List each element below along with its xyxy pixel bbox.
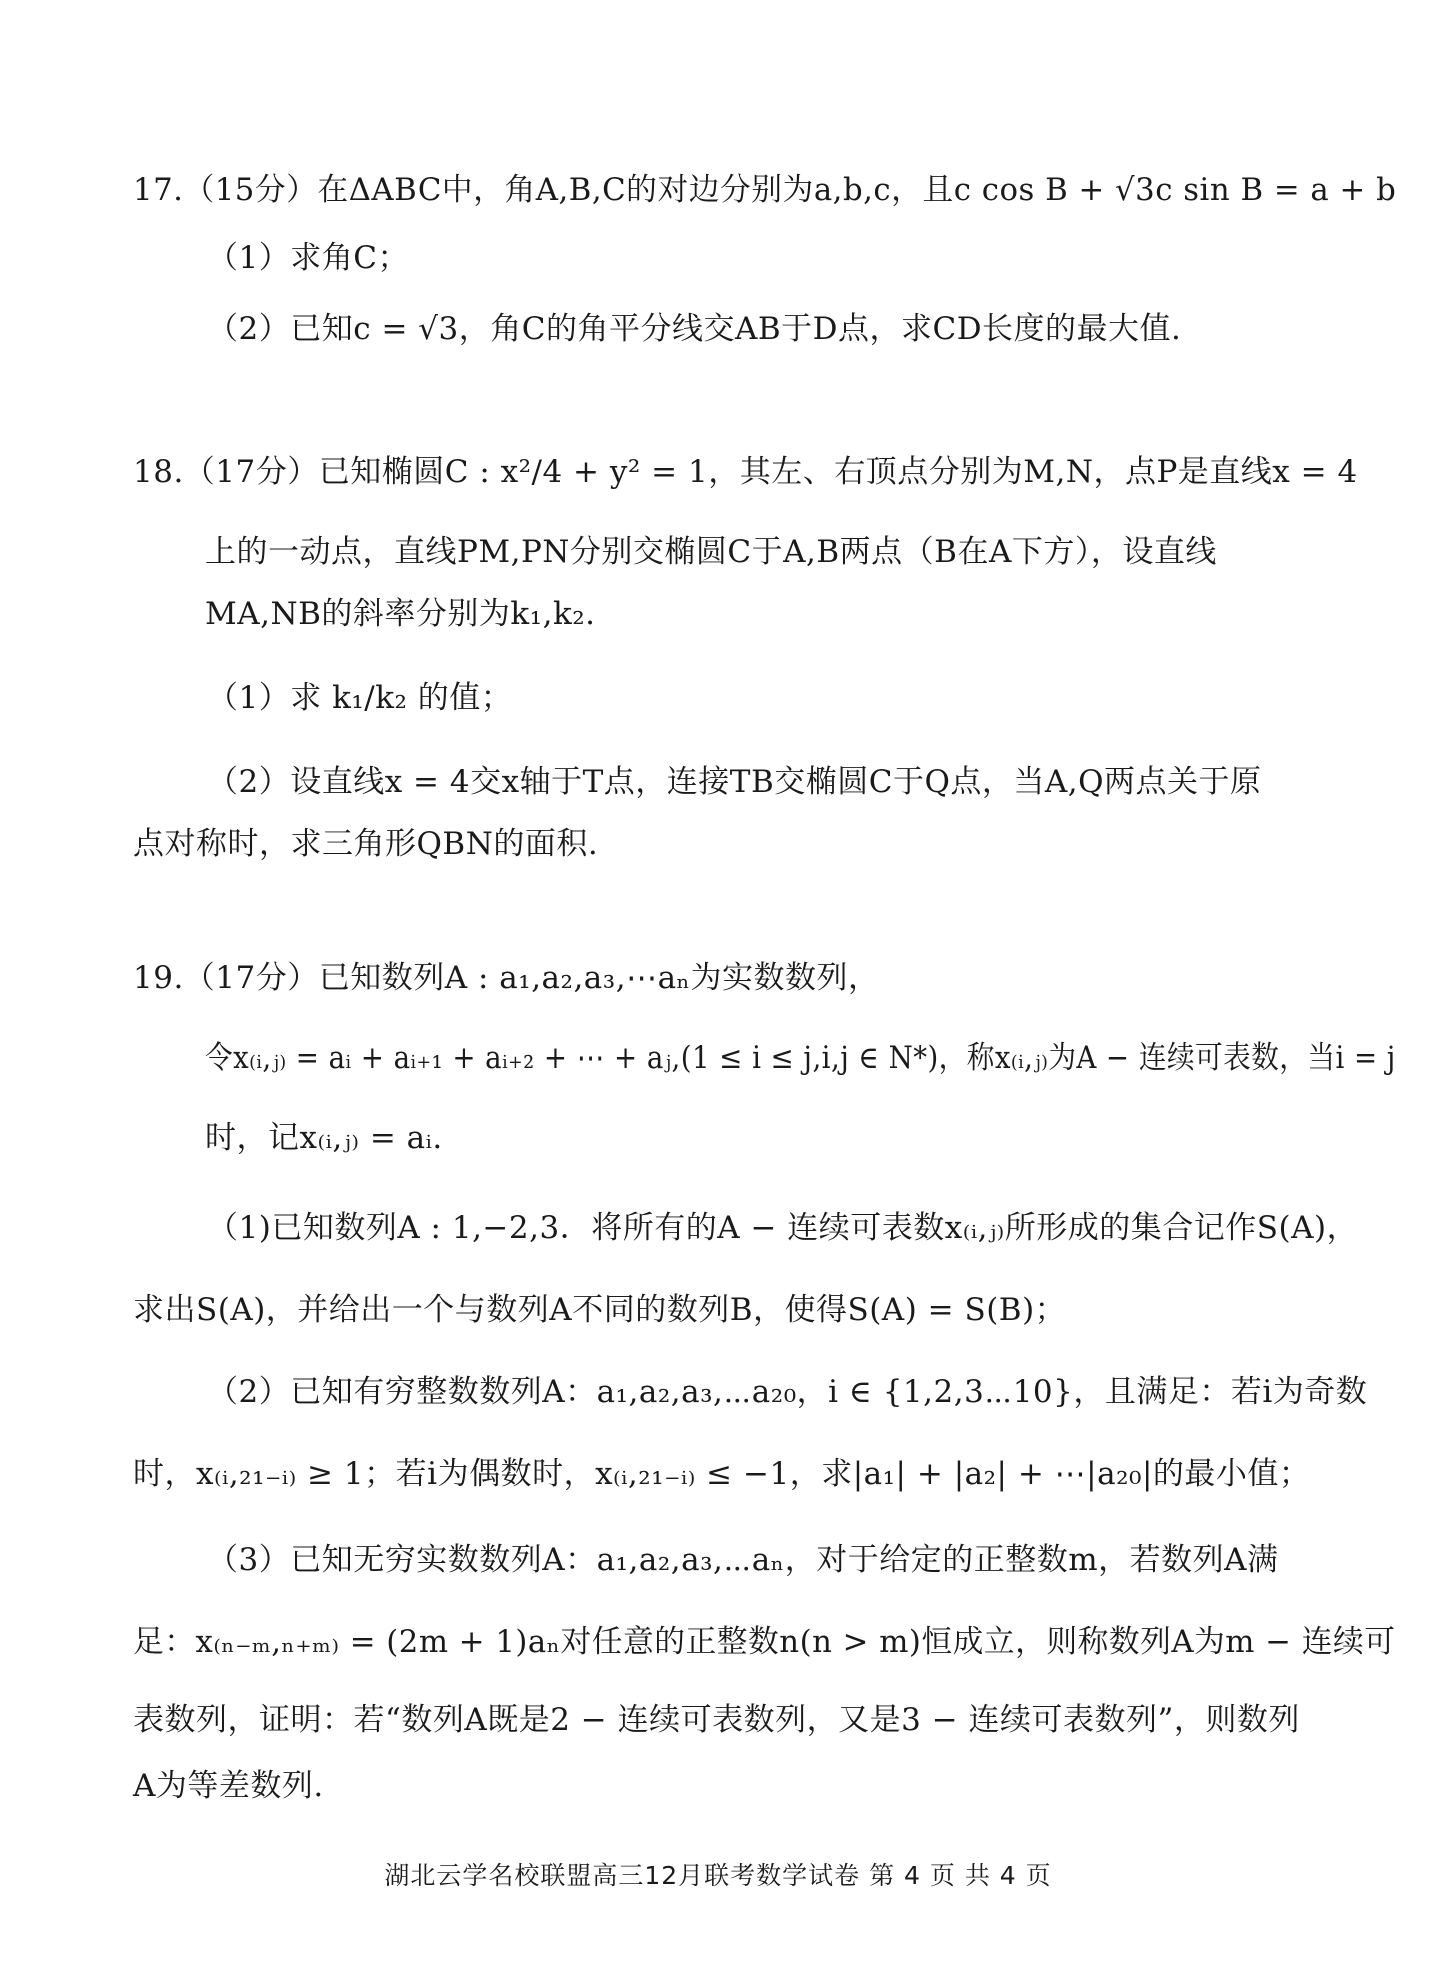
problem-17-part-2: （2）已知c = √3，角C的角平分线交AB于D点，求CD长度的最大值. xyxy=(207,311,1182,347)
problem-18-part-1: （1）求 k₁/k₂ 的值； xyxy=(207,680,513,716)
problem-19-stem-line-3: 时，记x₍ᵢ,ⱼ₎ = aᵢ. xyxy=(205,1120,443,1156)
problem-19-part-2-line-2: 时，x₍ᵢ,₂₁₋ᵢ₎ ≥ 1；若i为偶数时，x₍ᵢ,₂₁₋ᵢ₎ ≤ −1，求|a₁| + |a₂| + ⋯|a₂₀|的最小值； xyxy=(133,1456,1311,1492)
problem-17-part-1: （1）求角C； xyxy=(207,240,409,276)
problem-19-part-1-line-2: 求出S(A)，并给出一个与数列A不同的数列B，使得S(A) = S(B)； xyxy=(133,1292,1067,1328)
problem-17-stem: 17.（15分）在ΔABC中，角A,B,C的对边分别为a,b,c，且c cos B + √3c sin B = a + b xyxy=(133,172,1397,208)
problem-18-part-2-line-2: 点对称时，求三角形QBN的面积. xyxy=(133,826,599,862)
problem-19-part-3-line-3: 表数列，证明：若“数列A既是2 − 连续可表数列，又是3 − 连续可表数列”，则数列 xyxy=(133,1702,1300,1738)
problem-18-part-2-line-1: （2）设直线x = 4交x轴于T点，连接TB交椭圆C于Q点，当A,Q两点关于原 xyxy=(207,764,1262,800)
problem-18-stem-line-1: 18.（17分）已知椭圆C : x²/4 + y² = 1，其左、右顶点分别为M,N，点P是直线x = 4 xyxy=(133,454,1358,490)
problem-19-part-3-line-1: （3）已知无穷实数数列A：a₁,a₂,a₃,⋯aₙ，对于给定的正整数m，若数列A满 xyxy=(207,1542,1279,1578)
problem-19-part-3-line-2: 足：x₍ₙ₋ₘ,ₙ₊ₘ₎ = (2m + 1)aₙ对任意的正整数n(n > m)恒成立，则称数列A为m − 连续可 xyxy=(133,1624,1396,1660)
page-footer: 湖北云学名校联盟高三12月联考数学试卷 第 4 页 共 4 页 xyxy=(384,1861,1052,1890)
problem-19-part-1-line-1: （1)已知数列A : 1,−2,3．将所有的A − 连续可表数x₍ᵢ,ⱼ₎所形成的集合记作S(A)， xyxy=(207,1210,1359,1246)
problem-19-part-2-line-1: （2）已知有穷整数数列A：a₁,a₂,a₃,⋯a₂₀，i ∈ {1,2,3⋯10}，且满足：若i为奇数 xyxy=(207,1374,1368,1410)
problem-19-stem-line-2: 令x₍ᵢ,ⱼ₎ = aᵢ + aᵢ₊₁ + aᵢ₊₂ + ⋯ + aⱼ,(1 ≤ i ≤ j,i,j ∈ N*)，称x₍ᵢ,ⱼ₎为A − 连续可表数，当i = j xyxy=(205,1040,1396,1076)
problem-18-stem-line-3: MA,NB的斜率分别为k₁,k₂. xyxy=(205,596,596,632)
problem-19-part-3-line-4: A为等差数列. xyxy=(133,1768,324,1804)
problem-18-stem-line-2: 上的一动点，直线PM,PN分别交椭圆C于A,B两点（B在A下方），设直线 xyxy=(205,534,1217,570)
problem-19-stem-line-1: 19.（17分）已知数列A : a₁,a₂,a₃,⋯aₙ为实数数列， xyxy=(133,960,880,996)
